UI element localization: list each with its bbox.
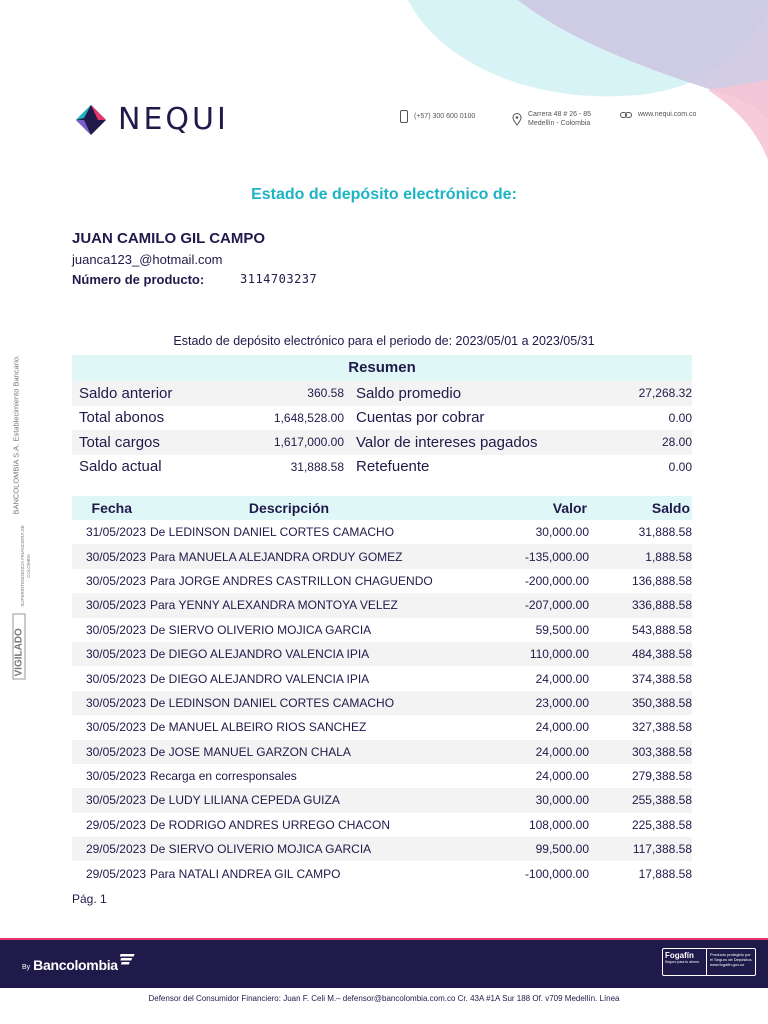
- cell-balance: 255,388.58: [631, 793, 692, 808]
- statement-title: Estado de depósito electrónico de:: [251, 186, 517, 203]
- cell-balance: 374,388.58: [631, 671, 692, 686]
- table-row: [72, 569, 692, 593]
- cell-description: Recarga en corresponsales: [150, 769, 297, 784]
- cell-balance: 136,888.58: [631, 573, 692, 588]
- summary-label: Total cargos: [79, 433, 160, 451]
- website-contact[interactable]: [620, 110, 696, 119]
- header-description: Descripción: [248, 500, 330, 516]
- cell-description: Para JORGE ANDRES CASTRILLON CHAGUENDO: [150, 573, 433, 588]
- cell-description: De MANUEL ALBEIRO RIOS SANCHEZ: [150, 720, 367, 735]
- cell-balance: 225,388.58: [631, 817, 692, 832]
- cell-date: 30/05/2023: [85, 769, 146, 784]
- cell-date: 30/05/2023: [85, 695, 146, 710]
- summary-label: Saldo anterior: [79, 384, 173, 402]
- website-link[interactable]: www.nequi.com.co: [638, 111, 697, 118]
- fogafin-note: Producto protegido por el Seguro de Depósitos www.fogafin.gov.co: [710, 952, 752, 967]
- summary-label: Retefuente: [356, 458, 430, 476]
- superintendencia-text: SUPERINTENDENCIA FINANCIERA DE COLOMBIA: [20, 525, 31, 607]
- cell-balance: 17,888.58: [638, 866, 692, 881]
- fogafin-name: Fogafín: [665, 951, 694, 960]
- table-row: [72, 666, 692, 690]
- fogafin-badge: [662, 948, 756, 976]
- cell-value: -135,000.00: [524, 549, 589, 564]
- cell-date: 30/05/2023: [85, 622, 146, 637]
- cell-balance: 1,888.58: [645, 549, 692, 564]
- cell-value: 30,000.00: [535, 793, 589, 808]
- brand-name: NEQUI: [118, 102, 229, 137]
- summary-value: 1,617,000.00: [273, 435, 344, 450]
- address: Carrera 48 # 26 - 85 Medellín - Colombia: [528, 111, 592, 127]
- cell-balance: 117,388.58: [632, 842, 692, 857]
- customer-email: juanca123_@hotmail.com: [72, 252, 223, 267]
- location-pin-icon: [512, 113, 522, 126]
- summary-row: [72, 381, 692, 406]
- cell-value: 24,000.00: [535, 671, 589, 686]
- phone-contact: [400, 110, 475, 123]
- summary-value: 31,888.58: [290, 459, 344, 474]
- summary-row: [72, 455, 692, 480]
- table-row: [72, 618, 692, 642]
- cell-description: Para MANUELA ALEJANDRA ORDUY GOMEZ: [150, 549, 403, 564]
- summary-row: [72, 430, 692, 455]
- cell-value: 110,000.00: [529, 647, 589, 662]
- summary-label: Total abonos: [79, 409, 165, 427]
- by-label: By: [22, 964, 31, 971]
- product-number-row: [72, 272, 317, 287]
- table-row: [72, 740, 692, 764]
- summary-label: Cuentas por cobrar: [356, 409, 485, 427]
- table-row: [72, 813, 692, 837]
- summary-table: [72, 355, 692, 479]
- cell-date: 29/05/2023: [85, 817, 146, 832]
- cell-date: 30/05/2023: [85, 598, 146, 613]
- customer-name: JUAN CAMILO GIL CAMPO: [72, 230, 266, 247]
- product-number-value: 3114703237: [240, 272, 318, 286]
- nequi-logo-icon: [74, 103, 108, 137]
- cell-date: 30/05/2023: [85, 671, 146, 686]
- cell-balance: 303,388.58: [631, 744, 692, 759]
- transactions-header: [72, 496, 692, 520]
- fogafin-logo: [663, 949, 707, 975]
- establishment-text: BANCOLOMBIA S.A. Establecimiento Bancario.: [11, 354, 21, 515]
- table-row: [72, 691, 692, 715]
- summary-label: Saldo actual: [79, 458, 162, 476]
- table-row: [72, 642, 692, 666]
- cell-value: 99,500.00: [535, 842, 589, 857]
- address-contact: [512, 110, 591, 128]
- cell-date: 30/05/2023: [85, 720, 146, 735]
- table-row: [72, 520, 692, 544]
- regulatory-side-text: [6, 354, 31, 700]
- header-date: Fecha: [91, 500, 132, 516]
- summary-value: 360.58: [307, 386, 344, 401]
- summary-value: 27,268.32: [638, 386, 692, 401]
- bancolombia-mark-icon: [120, 953, 136, 967]
- cell-description: De RODRIGO ANDRES URREGO CHACON: [150, 817, 391, 832]
- cell-value: 24,000.00: [535, 744, 589, 759]
- table-row: [72, 788, 692, 812]
- summary-value: 0.00: [668, 410, 692, 425]
- cell-balance: 350,388.58: [631, 695, 692, 710]
- page-number: Pág. 1: [72, 892, 107, 906]
- cell-description: Para YENNY ALEXANDRA MONTOYA VELEZ: [150, 598, 398, 613]
- cell-balance: 279,388.58: [631, 769, 692, 784]
- bancolombia-logo: [22, 953, 136, 973]
- summary-heading: Resumen: [72, 355, 692, 381]
- cell-date: 29/05/2023: [85, 866, 146, 881]
- summary-label: Saldo promedio: [356, 384, 462, 402]
- table-row: [72, 837, 692, 861]
- phone-icon: [400, 110, 408, 123]
- statement-period: Estado de depósito electrónico para el periodo de: 2023/05/01 a 2023/05/31: [173, 334, 595, 348]
- cell-description: De SIERVO OLIVERIO MOJICA GARCIA: [150, 622, 372, 637]
- cell-description: De LEDINSON DANIEL CORTES CAMACHO: [150, 525, 395, 540]
- cell-date: 30/05/2023: [85, 573, 146, 588]
- cell-description: De JOSE MANUEL GARZON CHALA: [150, 744, 351, 759]
- header-value: Valor: [552, 500, 587, 516]
- cell-date: 29/05/2023: [85, 842, 146, 857]
- table-row: [72, 544, 692, 568]
- link-icon: [620, 111, 632, 119]
- cell-value: -100,000.00: [524, 866, 589, 881]
- summary-row: [72, 406, 692, 431]
- transactions-table: [72, 496, 692, 886]
- cell-value: 23,000.00: [535, 695, 589, 710]
- cell-balance: 336,888.58: [631, 598, 692, 613]
- cell-value: 59,500.00: [535, 622, 589, 637]
- header-decoration: [408, 0, 768, 170]
- cell-value: -207,000.00: [524, 598, 589, 613]
- cell-balance: 543,888.58: [631, 622, 692, 637]
- table-row: [72, 715, 692, 739]
- vigilado-text: VIGILADO: [13, 614, 26, 680]
- cell-description: Para NATALI ANDREA GIL CAMPO: [150, 866, 341, 881]
- cell-date: 30/05/2023: [85, 549, 146, 564]
- cell-balance: 327,388.58: [631, 720, 692, 735]
- cell-date: 30/05/2023: [85, 647, 146, 662]
- cell-description: De LEDINSON DANIEL CORTES CAMACHO: [150, 695, 395, 710]
- summary-value: 1,648,528.00: [273, 410, 344, 425]
- fogafin-sub: Seguro para tu ahorro: [665, 960, 700, 964]
- cell-date: 30/05/2023: [85, 744, 146, 759]
- table-row: [72, 593, 692, 617]
- nequi-logo: [74, 102, 229, 137]
- cell-date: 30/05/2023: [85, 793, 146, 808]
- phone-number: (+57) 300 600 0100: [414, 113, 476, 120]
- bancolombia-name: Bancolombia: [33, 957, 118, 973]
- header-balance: Saldo: [651, 500, 690, 516]
- cell-value: 108,000.00: [528, 817, 589, 832]
- summary-label: Valor de intereses pagados: [356, 433, 538, 451]
- summary-value: 28.00: [661, 435, 692, 450]
- legal-footer: Defensor del Consumidor Financiero: Juan F. Celi M.– defensor@bancolombia.com.co Cr. 43A #1A Sur 188 Of. v709 Medellín. Línea: [148, 994, 620, 1003]
- cell-description: De SIERVO OLIVERIO MOJICA GARCIA: [150, 842, 372, 857]
- cell-date: 31/05/2023: [85, 525, 146, 540]
- cell-description: De LUDY LILIANA CEPEDA GUIZA: [150, 793, 340, 808]
- table-row: [72, 861, 692, 885]
- product-number-label: Número de producto:: [72, 272, 205, 287]
- cell-value: -200,000.00: [524, 573, 589, 588]
- table-row: [72, 764, 692, 788]
- cell-balance: 484,388.58: [631, 647, 692, 662]
- cell-description: De DIEGO ALEJANDRO VALENCIA IPIA: [150, 671, 370, 686]
- cell-value: 24,000.00: [535, 769, 589, 784]
- cell-balance: 31,888.58: [638, 525, 692, 540]
- cell-value: 24,000.00: [535, 720, 589, 735]
- summary-value: 0.00: [668, 459, 692, 474]
- cell-value: 30,000.00: [535, 525, 589, 540]
- cell-description: De DIEGO ALEJANDRO VALENCIA IPIA: [150, 647, 370, 662]
